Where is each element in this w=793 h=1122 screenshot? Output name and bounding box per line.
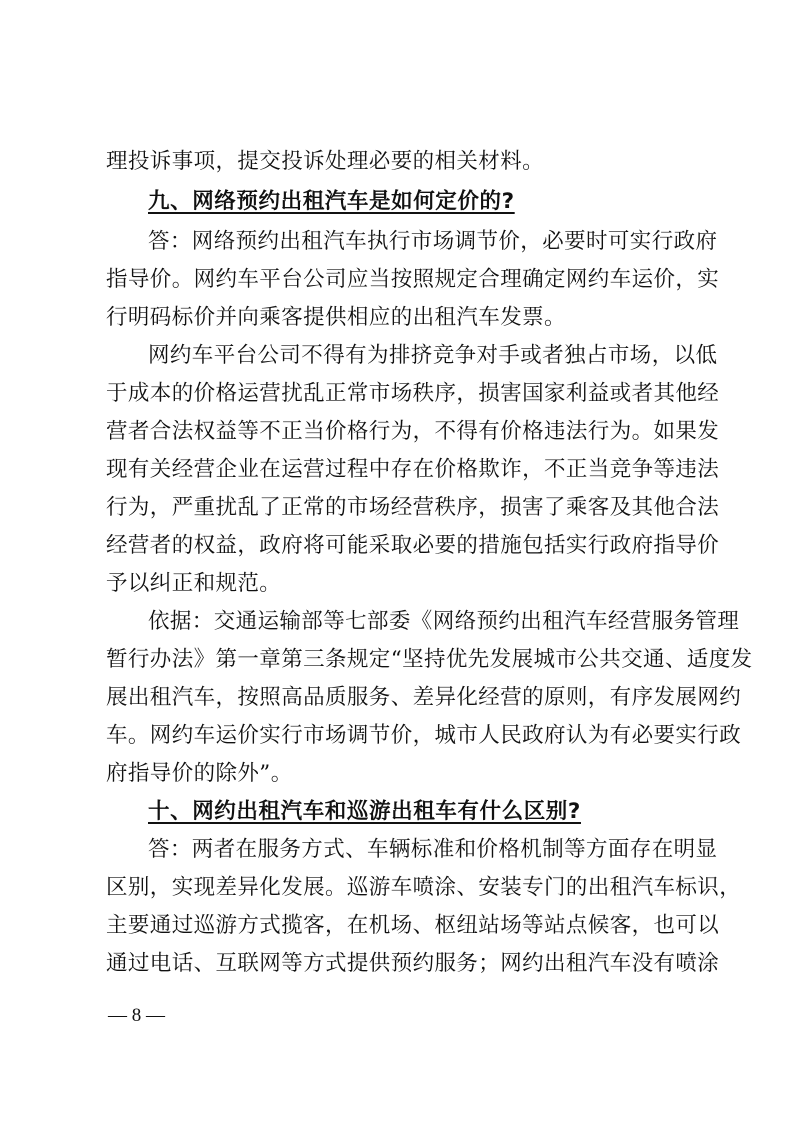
text-line: 营者合法权益等不正当价格行为，不得有价格违法行为。如果发 [106,419,720,444]
section-heading-9: 九、网络预约出租汽车是如何定价的? [148,189,515,214]
text-line: 暂行办法》第一章第三条规定“坚持优先发展城市公共交通、适度发 [106,647,753,672]
text-line: 理投诉事项，提交投诉处理必要的相关材料。 [106,149,545,174]
text-line: 答：网络预约出租汽车执行市场调节价，必要时可实行政府 [148,229,718,254]
text-line: 于成本的价格运营扰乱正常市场秩序，损害国家利益或者其他经 [106,381,720,406]
text-line: 区别，实现差异化发展。巡游车喷涂、安装专门的出租汽车标识， [106,875,742,900]
text-line: 主要通过巡游方式揽客，在机场、枢纽站场等站点候客，也可以 [106,913,720,938]
text-line: 行为，严重扰乱了正常的市场经营秩序，损害了乘客及其他合法 [106,495,720,520]
text-line: 车。网约车运价实行市场调节价，城市人民政府认为有必要实行政 [106,723,742,748]
page-number: — 8 — [108,1005,165,1026]
text-line: 经营者的权益，政府将可能采取必要的措施包括实行政府指导价 [106,533,720,558]
text-line: 行明码标价并向乘客提供相应的出租汽车发票。 [106,305,566,330]
text-line: 通过电话、互联网等方式提供预约服务；网约出租汽车没有喷涂 [106,951,720,976]
text-line: 指导价。网约车平台公司应当按照规定合理确定网约车运价，实 [106,267,720,292]
text-line: 现有关经营企业在运营过程中存在价格欺诈，不正当竞争等违法 [106,457,720,482]
text-line: 府指导价的除外”。 [106,761,293,786]
text-line: 予以纠正和规范。 [106,571,282,596]
text-line: 答：两者在服务方式、车辆标准和价格机制等方面存在明显 [148,837,718,862]
text-line: 依据：交通运输部等七部委《网络预约出租汽车经营服务管理 [148,609,740,634]
text-line: 展出租汽车，按照高品质服务、差异化经营的原则，有序发展网约 [106,685,742,710]
text-line: 网约车平台公司不得有为排挤竞争对手或者独占市场，以低 [148,343,718,368]
section-heading-10: 十、网约出租汽车和巡游出租车有什么区别? [148,799,581,824]
